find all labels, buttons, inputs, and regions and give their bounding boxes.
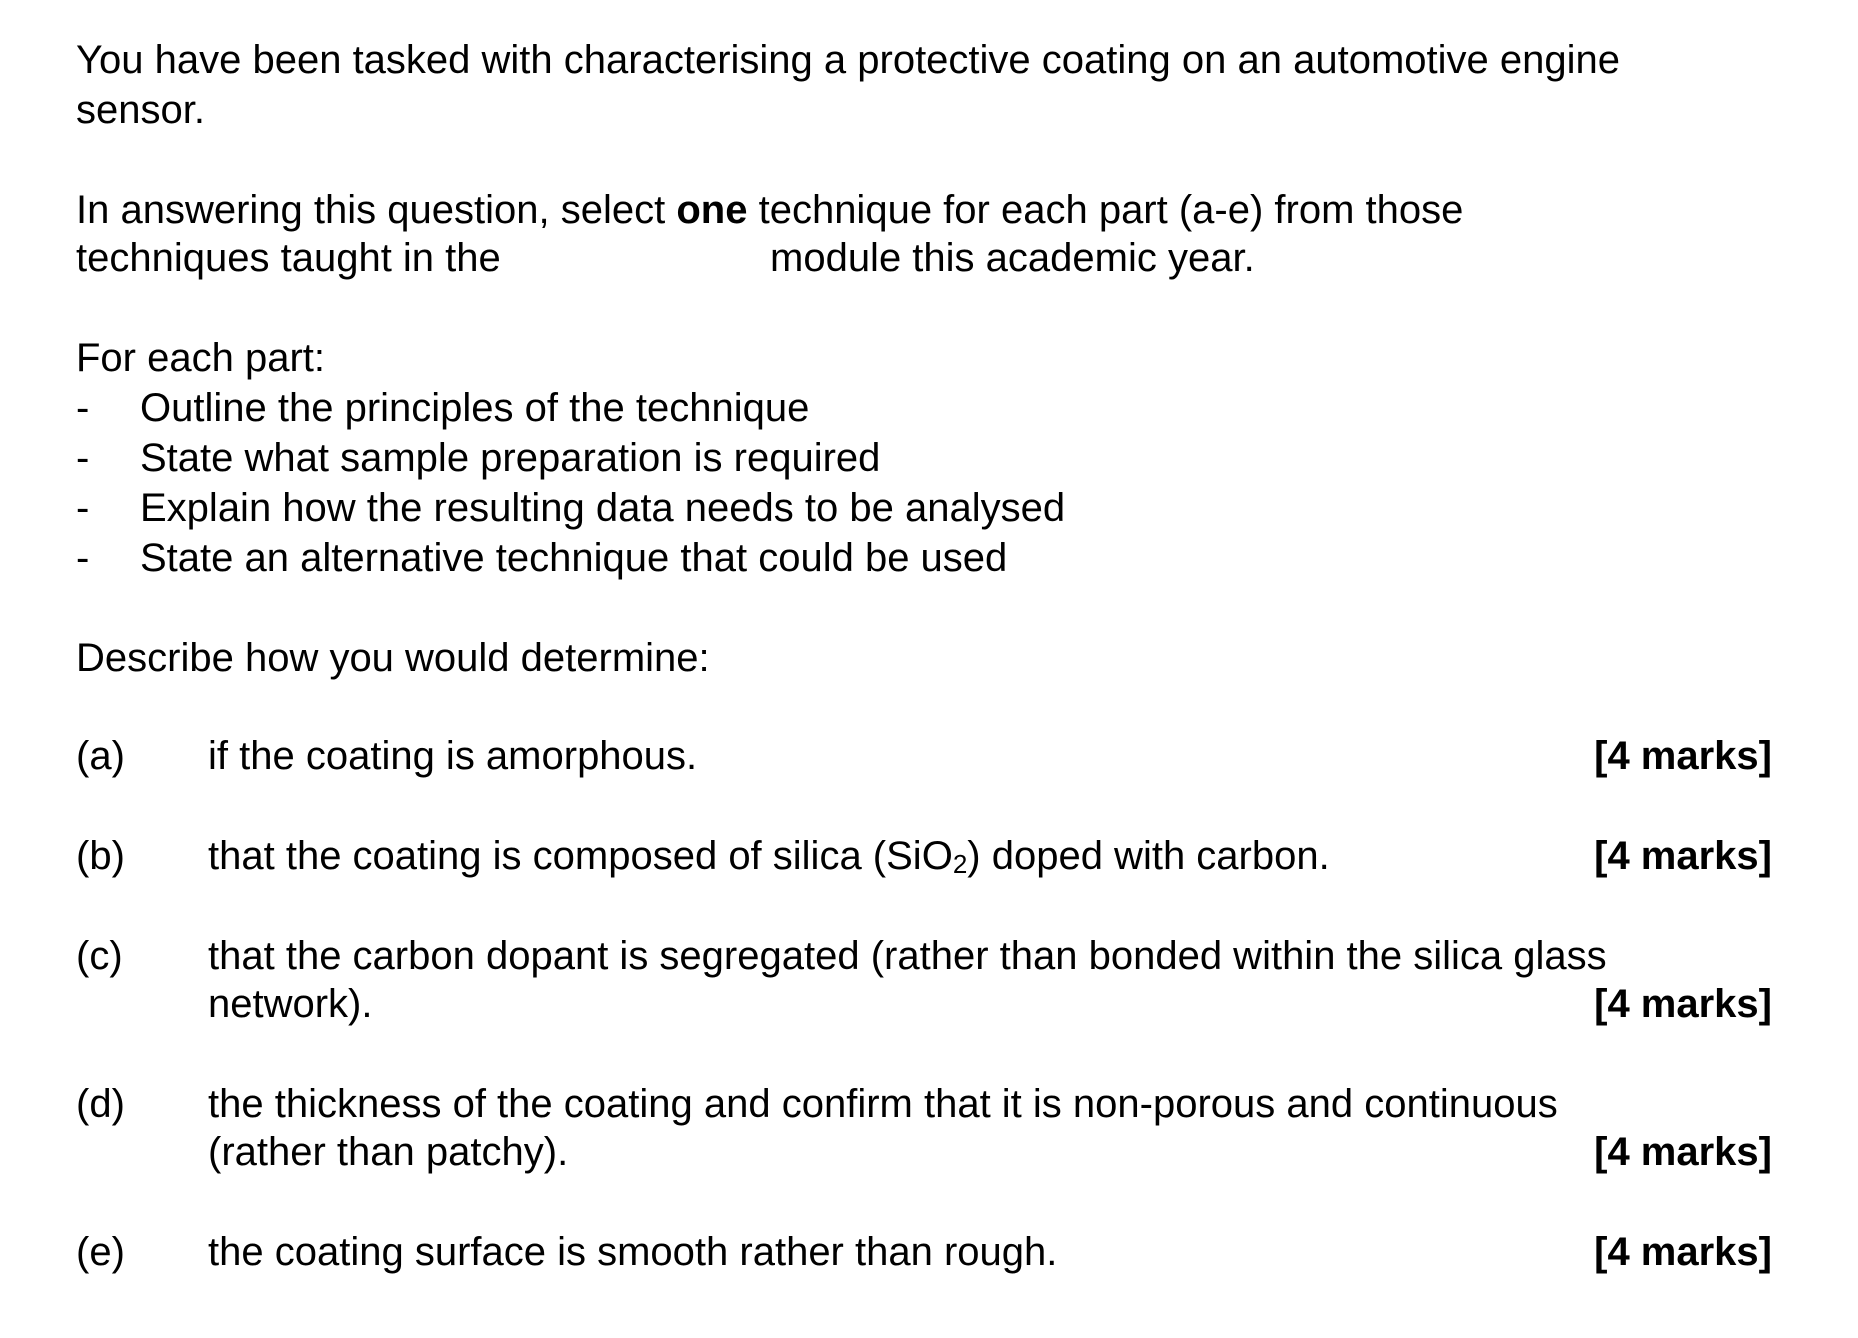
bullet-dash: -	[76, 486, 90, 530]
bullet-dash: -	[76, 436, 90, 480]
bullet-item: State what sample preparation is required	[140, 436, 881, 480]
question-label-b: (b)	[76, 834, 125, 878]
intro-line-1: You have been tasked with characterising a protective coating on an automotive engine	[76, 38, 1620, 82]
question-text-e: the coating surface is smooth rather than rough.	[208, 1230, 1058, 1274]
question-text-d-line2: (rather than patchy).	[208, 1130, 569, 1174]
describe-heading: Describe how you would determine:	[76, 636, 710, 680]
question-label-a: (a)	[76, 734, 125, 778]
instruction-text-a: In answering this question, select	[76, 188, 677, 232]
question-text-d-line1: the thickness of the coating and confirm that it is non-porous and continuous	[208, 1082, 1558, 1126]
instruction-line-2-left: techniques taught in the	[76, 236, 501, 280]
question-text-c-line2: network).	[208, 982, 373, 1026]
bullet-item: Outline the principles of the technique	[140, 386, 810, 430]
question-text-b	[208, 832, 1330, 880]
question-label-c: (c)	[76, 934, 123, 978]
question-label-e: (e)	[76, 1230, 125, 1274]
intro-line-2: sensor.	[76, 88, 205, 132]
bullet-item: State an alternative technique that could be used	[140, 536, 1008, 580]
question-label-d: (d)	[76, 1082, 125, 1126]
bullet-dash: -	[76, 386, 90, 430]
for-each-heading: For each part:	[76, 336, 326, 380]
marks-b: [4 marks]	[1594, 834, 1772, 878]
question-text-b-part1: that the coating is composed of silica (SiO	[208, 834, 953, 878]
question-text-c-line1: that the carbon dopant is segregated (rather than bonded within the silica glass	[208, 934, 1607, 978]
instruction-line-2-right: module this academic year.	[770, 236, 1255, 280]
question-text-b-part2: ) doped with carbon.	[967, 834, 1330, 878]
marks-c: [4 marks]	[1594, 982, 1772, 1026]
instruction-line-1	[76, 186, 1463, 234]
subscript-2: 2	[952, 849, 968, 879]
marks-d: [4 marks]	[1594, 1130, 1772, 1174]
bullet-dash: -	[76, 536, 90, 580]
bullet-item: Explain how the resulting data needs to be analysed	[140, 486, 1066, 530]
marks-e: [4 marks]	[1594, 1230, 1772, 1274]
question-text-a: if the coating is amorphous.	[208, 734, 698, 778]
marks-a: [4 marks]	[1594, 734, 1772, 778]
instruction-text-b: technique for each part (a-e) from those	[747, 188, 1464, 232]
instruction-emphasis: one	[676, 188, 748, 232]
